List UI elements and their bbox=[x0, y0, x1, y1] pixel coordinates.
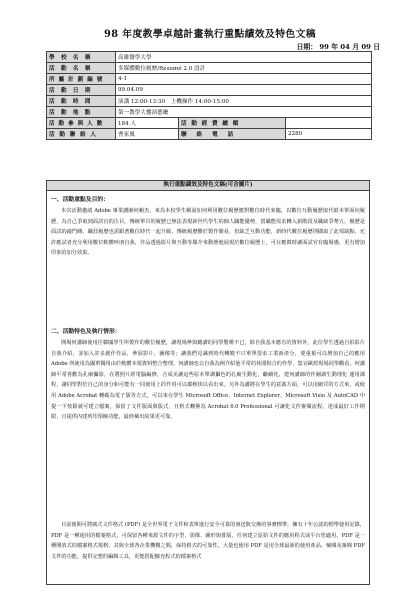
table-row bbox=[47, 129, 372, 140]
date-value: 99 年 04 月 09 日 bbox=[317, 43, 380, 51]
table-row bbox=[47, 85, 372, 96]
contact-value: 曹家鳳 bbox=[116, 129, 179, 140]
document-date bbox=[297, 41, 380, 51]
school-label: 學 校 名 稱 bbox=[47, 52, 116, 63]
fund-label: 活 動 經 費 總 額 bbox=[179, 118, 286, 129]
phone-label: 聯 絡 電 話 bbox=[179, 129, 286, 140]
people-label: 活 動 參 與 人 數 bbox=[47, 118, 116, 129]
activity-value: 多媒體數位履歷/Résumé 2.0 設計 bbox=[116, 63, 372, 74]
paragraph-1: 本次活動邀請 Adobe 專業講師何賴杰，來為本校學生解說如何利用數位履歷應對數位時代來臨，以數位互動履歷取代紙本單面向履歷，為自己爭取到面試官的注目。傳統單頁的履歷已無法表現新世代學生的個人職能優勢，當職能需求轉入新階段及職缺爭奪五，履歷是面試的敲門磚。職涯履歷也需跟著數位時代一起升級，傳統履歷難於製作簡易，但缺乏互動功能，新時代數位履歷則擷取了此項缺點，允許應試者充分利用數位軟體呼朋自我，作品透過影片與互動等媒介來動態地展現於數位履歷上，可在應徵時讓面試官有臨場感，更有增加印象的加分效果。 bbox=[51, 208, 365, 257]
table-row bbox=[47, 96, 372, 107]
table-row bbox=[47, 74, 372, 85]
table-row bbox=[47, 52, 372, 63]
table-row bbox=[47, 107, 372, 118]
activity-info-table bbox=[46, 51, 372, 140]
content-box bbox=[46, 190, 370, 585]
date-row-value: 99.04.09 bbox=[116, 85, 372, 96]
phone-value: 2280 bbox=[286, 129, 372, 140]
table-row bbox=[47, 63, 372, 74]
document-title: 98 年度教學卓越計畫執行重點績效及特色文稿 bbox=[104, 29, 316, 40]
time-label: 活 動 時 間 bbox=[47, 96, 116, 107]
people-value: 184 人 bbox=[116, 118, 179, 129]
section-header: 執行重點績效及特色文稿(可含圖片) bbox=[46, 180, 370, 191]
activity-label: 活 動 名 稱 bbox=[47, 63, 116, 74]
paragraph-3: 目前後期可將廣式文件格式 (PDF) 是全世界電子文件和表單進行安全可靠的發送與交換的事實標準，擁有十年公認的標準使用記錄，PDF 是一種通用的檔案格式，可保留各種來源文件的字型、影像、圖形與排版，任何建立原始文件的應用程式或平台皆適用。PDF 是一種開放式的檔案格式規格，其與全球各企業機構之間，保持格式的可靠性。大量也使用 PDF 是用全球最新的使用產品，檢閱及審閱 PDF 文件的功能，提供完整的編輯工具，更能搭配擴充程式的檔案格式 bbox=[51, 522, 365, 560]
date-label: 日期： bbox=[296, 43, 318, 51]
paragraph-2: 開場何講師使用往韓國學生所製作的數位履歷，讓現場參與聽講的同學驚嘆不已，除自我基本應有的資料外，此位學生透過自拍影片自我介紹，並加入許多創作作品，參展影片，圖像等；讓我們見識到時代轉變不只單單要求工業新產分，要重視可以增加自己的應用 Adobe 所使用為國單獨用由於軟體本領資料整合整理。何講師也以自我為例介紹他平常的休閒相合的作學，集宜歐經現場同學觀看，何講師平常喜歡為孔廟攝影，在將照片經電腦編修，合成美讓這些原本單調攝色的孔廟生動化，繼續化，建何講師的作圖讀生動理化 運用課程，讓同學對於自己的身分和可能有一同使用上的作用可以都輕快以看出來。另外為講將在學生的意義方面，可以用網頁的方式來，或使用 Adobe Acrobat 轉碼為電子版等方式，可以來在學生 Microsoft Office、Internet Explorer、Microsoft Visio 及 AutoCAD 中提一下按鈕就可建立檔案，保留了文件版面與版式，且格式轉換為 Acrobat 6.0 Professional 可讓化文件審閱流程，達成最好工作期限，且提供內建列印預檢功能，最終檢出結果更可靠。 bbox=[51, 340, 365, 421]
fund-value bbox=[286, 118, 372, 129]
contact-label: 活 動 聯 絡 人 bbox=[47, 129, 116, 140]
date-row-label: 活 動 日 期 bbox=[47, 85, 116, 96]
plan-label: 所 屬 計 劃 編 號 bbox=[47, 74, 116, 85]
place-value: 第一教學大樓演藝廳 bbox=[116, 107, 372, 118]
table-row bbox=[47, 118, 372, 129]
school-value: 高雄醫學大學 bbox=[116, 52, 372, 63]
time-value: 演講 12:00-13:30 上機操作 14:00-15:00 bbox=[116, 96, 372, 107]
section-heading-2: 二、活動特色及執行情形： bbox=[51, 329, 121, 335]
section-heading-1: 一、活動重點及目的： bbox=[51, 197, 109, 203]
plan-value: 4-1 bbox=[116, 74, 372, 85]
place-label: 活 動 地 點 bbox=[47, 107, 116, 118]
